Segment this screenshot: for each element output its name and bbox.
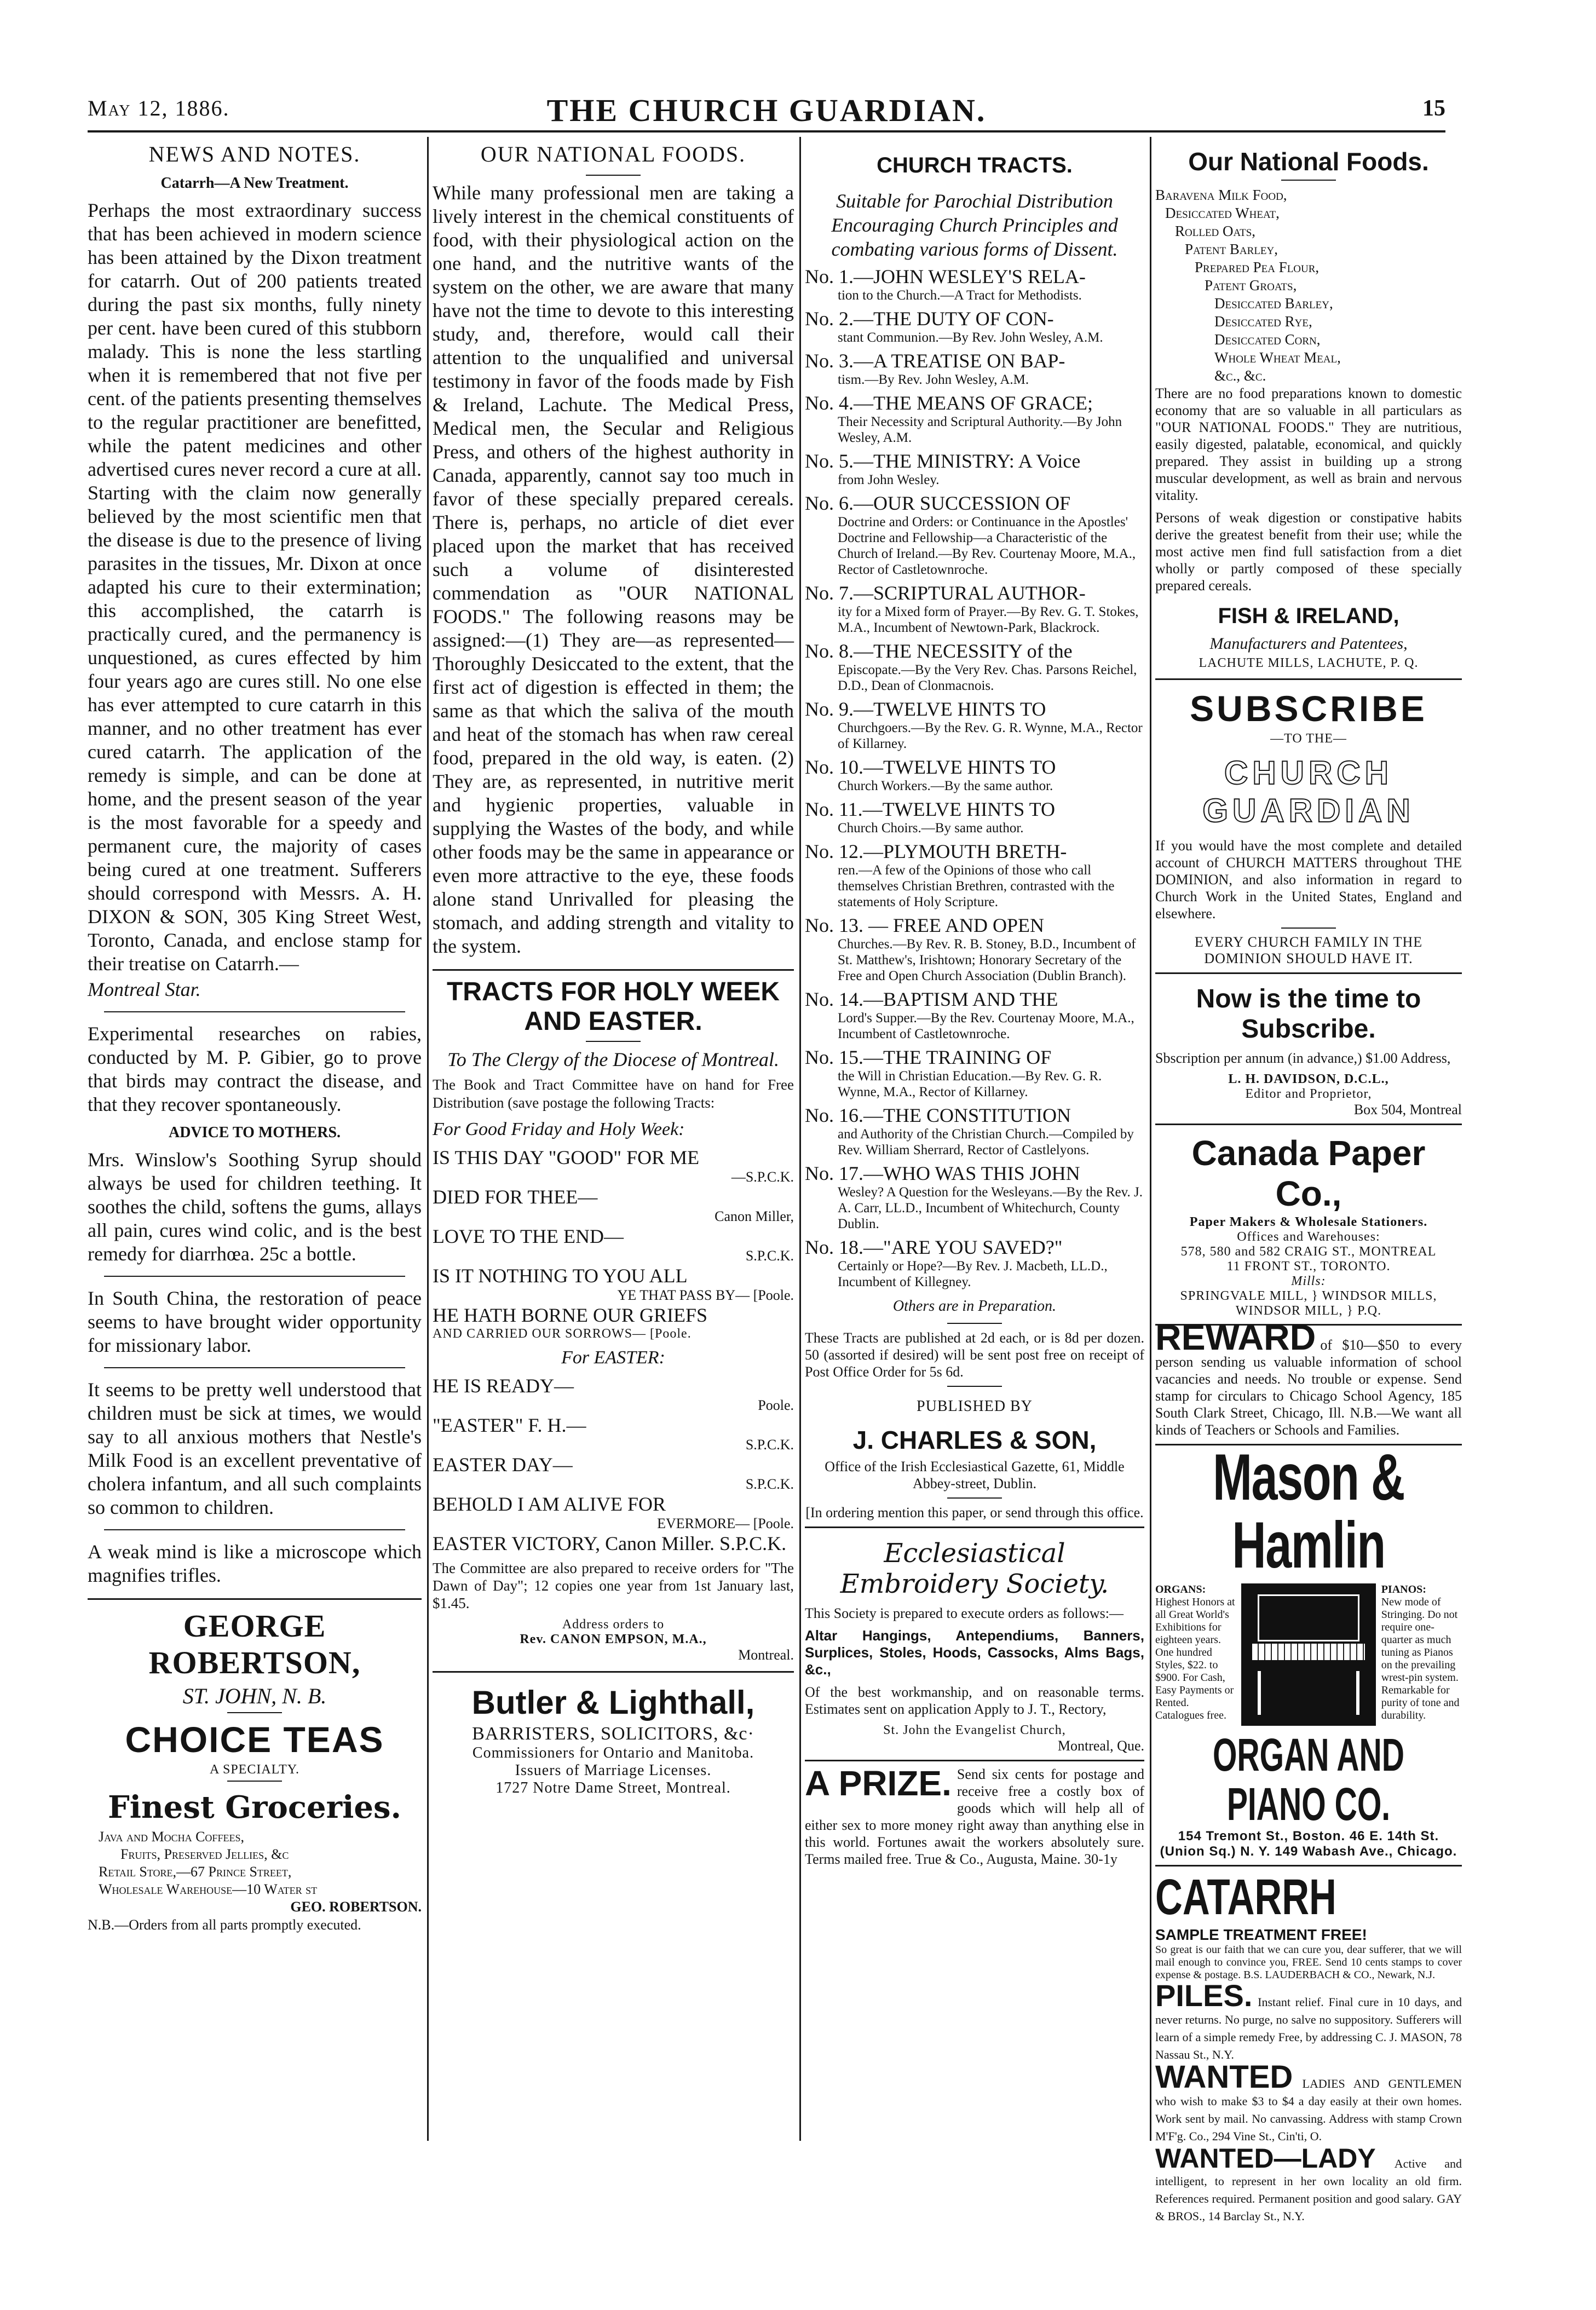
tract-list-item	[805, 582, 1144, 636]
divider	[947, 1497, 1002, 1499]
ad-paragraph: So great is our faith that we can cure you, dear sufferer, that we will mail enough to convince you, FREE. Send 10 cents stamps to cover expense & postage. B.S. LAUDERBACH & CO., Newark, N.J.	[1155, 1944, 1462, 1981]
foods-list-item: Desiccated Corn,	[1214, 331, 1321, 348]
ad-headline: CHURCH GUARDIAN	[1202, 754, 1415, 829]
article-source: Montreal Star.	[88, 978, 201, 1000]
tract-list-description: Church Choirs.—By same author.	[838, 821, 1024, 836]
ad-headline: Finest Groceries.	[107, 1789, 402, 1825]
tract-title: EASTER DAY—	[433, 1454, 573, 1476]
tract-list-title: No. 18.—"ARE YOU SAVED?"	[805, 1236, 1063, 1258]
tract-list-description: Churches.—By Rev. R. B. Stoney, B.D., Incumbent of St. Matthew's, Irishtown; Honorary Secretary of the Free and Open Church Association (Dublin Branch).	[838, 937, 1136, 983]
ad-line: Offices and Warehouses:	[1237, 1230, 1380, 1244]
list-footer: Others are in Preparation.	[892, 1298, 1057, 1315]
divider	[947, 1386, 1002, 1387]
ad-subline: EVERY CHURCH FAMILY IN THE DOMINION SHOULD HAVE IT.	[1194, 934, 1423, 966]
ad-subline: PUBLISHED BY	[917, 1398, 1033, 1415]
tract-entry	[433, 1225, 794, 1248]
column-divider	[799, 137, 801, 2141]
divider	[433, 1671, 794, 1673]
divider	[1281, 928, 1336, 929]
column-ads	[1155, 137, 1462, 2223]
tract-list-item	[805, 640, 1144, 694]
ad-headline: TRACTS FOR HOLY WEEK AND EASTER.	[433, 969, 794, 1036]
tract-list-title: No. 2.—THE DUTY OF CON-	[805, 308, 1054, 330]
divider	[1155, 972, 1462, 974]
tract-author: Canon Miller,	[715, 1208, 794, 1224]
piano-illustration	[1241, 1583, 1375, 1726]
page-number: 15	[1422, 96, 1445, 121]
catarrh-headline: CATARRH	[1155, 1869, 1336, 1925]
organs-label: ORGANS:	[1155, 1583, 1206, 1595]
tract-author: —S.P.C.K.	[731, 1169, 794, 1185]
issue-date: May 12, 1886.	[88, 96, 230, 120]
tract-entry	[433, 1304, 794, 1327]
tract-list-title: No. 17.—WHO WAS THIS JOHN	[805, 1162, 1080, 1184]
tract-subtitle: AND CARRIED OUR SORROWS— [Poole.	[433, 1327, 692, 1341]
tract-list-item	[805, 1236, 1144, 1290]
tract-title: HE HATH BORNE OUR GRIEFS	[433, 1304, 708, 1326]
tract-author: S.P.C.K.	[745, 1248, 794, 1264]
tract-list-description: Doctrine and Orders: or Continuance in the Apostles' Doctrine and Fellowship—a Characteristic of the Church of Ireland.—By Rev. Courtenay Moore, M.A., Rector of Castletownroche.	[838, 515, 1136, 577]
ad-paragraph: The Committee are also prepared to receive orders for "The Dawn of Day"; 12 copies one year from 1st January last, $1.45.	[433, 1560, 794, 1611]
tract-list-description: the Will in Christian Education.—By Rev. G. R. Wynne, M.A., Rector of Killarney.	[838, 1069, 1102, 1099]
tract-list-title: No. 10.—TWELVE HINTS TO	[805, 756, 1056, 778]
divider	[586, 1041, 641, 1042]
reward-headline: REWARD	[1155, 1317, 1316, 1357]
ad-line: St. John the Evangelist Church,	[883, 1723, 1066, 1737]
tract-list-title: No. 13. — FREE AND OPEN	[805, 914, 1045, 936]
pianos-label: PIANOS:	[1381, 1583, 1426, 1595]
ad-line: Java and Mocha Coffees,	[99, 1829, 244, 1845]
ad-paragraph	[1155, 1317, 1462, 1438]
tract-list-description: from John Wesley.	[838, 473, 940, 487]
masthead-title: THE CHURCH GUARDIAN.	[546, 93, 987, 128]
piles-text: Instant relief. Final cure in 10 days, and never returns. No purge, no salve no suppository. Sufferers will learn of a simple remedy Free, by addressing C. J. MASON, 78 Nassau St., N.Y.	[1155, 1995, 1462, 2061]
section-heading: CHURCH TRACTS.	[877, 153, 1073, 177]
tract-list-item	[805, 492, 1144, 578]
piano-ad-left	[1155, 1583, 1236, 1726]
ad-paragraph: The Book and Tract Committee have on hand for Free Distribution (save postage the following Tracts:	[433, 1076, 794, 1111]
tract-title: IS IT NOTHING TO YOU ALL	[433, 1265, 688, 1287]
ad-line: 1727 Notre Dame Street, Montreal.	[495, 1779, 731, 1796]
tract-list-item	[805, 698, 1144, 752]
prize-headline: A PRIZE.	[805, 1764, 952, 1803]
ad-headline: Our National Foods.	[1188, 147, 1429, 176]
tract-title: IS THIS DAY "GOOD" FOR ME	[433, 1147, 700, 1168]
advertiser-location: ST. JOHN, N. B.	[182, 1684, 327, 1708]
tract-list-title: No. 12.—PLYMOUTH BRETH-	[805, 840, 1067, 862]
piano-ad	[1155, 1583, 1462, 1726]
catarrh-ad	[1155, 1869, 1462, 1944]
ad-headline: J. CHARLES & SON,	[852, 1426, 1097, 1454]
divider	[1155, 1124, 1462, 1125]
tract-entry	[433, 1453, 794, 1476]
tract-list-description: Episcopate.—By the Very Rev. Chas. Parsons Reichel, D.D., Dean of Clonmacnois.	[838, 663, 1137, 693]
tract-list-title: No. 7.—SCRIPTURAL AUTHOR-	[805, 582, 1086, 604]
tract-entry	[433, 1532, 794, 1555]
page-header	[88, 92, 1445, 133]
article-paragraph: Experimental researches on rabies, conducted by M. P. Gibier, go to prove that birds may contract the disease, and that they recover spontaneously.	[88, 1023, 422, 1115]
tract-list-title: No. 5.—THE MINISTRY: A Voice	[805, 450, 1081, 472]
column-divider	[1150, 137, 1151, 2141]
column-news	[88, 137, 422, 2163]
tract-list-description: tism.—By Rev. John Wesley, A.M.	[838, 372, 1029, 387]
section-subheading: Suitable for Parochial Distribution Encouraging Church Principles and combating various forms of Dissent.	[831, 190, 1118, 260]
column-divider	[427, 137, 429, 2141]
tract-list-item	[805, 450, 1144, 488]
ad-line: Rev. CANON EMPSON, M.A.,	[520, 1632, 707, 1646]
tract-title: LOVE TO THE END—	[433, 1225, 624, 1247]
ad-line: Commissioners for Ontario and Manitoba.	[472, 1744, 754, 1761]
tract-title: "EASTER" F. H.—	[433, 1414, 586, 1436]
tract-list-item	[805, 1104, 1144, 1158]
ad-paragraph: There are no food preparations known to domestic economy that are so valuable in all particulars as "OUR NATIONAL FOODS." They are nutritious, easily digested, palatable, economical, and quickly prepared. They assist in building up a strong muscular development, as well as brain and nervous vitality.	[1155, 385, 1462, 503]
piles-ad	[1155, 1978, 1462, 2063]
divider	[805, 1760, 1144, 1761]
tract-list-item	[805, 914, 1144, 984]
tract-list-item	[805, 266, 1144, 303]
ad-subline: To The Clergy of the Diocese of Montreal.	[447, 1049, 779, 1070]
article-paragraph: Perhaps the most extraordinary success that has been achieved in modern science has been attained by the Dixon treatment for catarrh. Out of 200 patients treated during the past six months, fully ninety per cent. have been cured of this stubborn malady. This is none the less startling when it is remembered that not five per cent. of the patients presenting themselves to the regular practitioner are benefitted, while the patent medicines and other advertised cures never record a cure at all. Starting with the claim now generally believed by the most scientific men that the disease is due to the presence of living parasites in the tissues, Mr. Dixon at once adapted his cure to their extermination; this accomplished, the catarrh is practically cured, and the permanency is unquestioned, as cures effected by him four years ago are cures still. No one else has ever attempted to cure catarrh in this manner, and no other treatment has ever cured catarrh. The application of the remedy is simple, and can be done at home, and the present season of the year is the most favorable for a speedy and permanent cure, the majority of cases being cured at one treatment. Sufferers should correspond with Messrs. A. H. DIXON & SON, 305 King Street West, Toronto, Canada, and enclose stamp for their treatise on Catarrh.—	[88, 199, 422, 975]
tract-list-description: stant Communion.—By Rev. John Wesley, A.M.	[838, 330, 1103, 345]
tract-list-title: No. 1.—JOHN WESLEY'S RELA-	[805, 266, 1086, 287]
ad-line: Mills:	[1291, 1274, 1326, 1288]
wanted-text: Active and intelligent, to represent in her own locality an old firm. References required. Permanent position and good salary. GAY & BROS., 14 Barclay St., N.Y.	[1155, 2157, 1462, 2223]
divider	[1281, 180, 1336, 181]
ad-paragraph: Sbscription per annum (in advance,) $1.00 Address,	[1155, 1050, 1451, 1066]
tract-list-title: No. 6.—OUR SUCCESSION OF	[805, 492, 1071, 514]
organs-text: Highest Honors at all Great World's Exhibitions for eighteen years. One hundred Styles, $22. to $900. For Cash, Easy Payments or Rented. Catalogues free.	[1155, 1596, 1235, 1721]
wanted-headline: WANTED—LADY	[1155, 2143, 1376, 2174]
ad-line: Retail Store,—67 Prince Street,	[99, 1864, 292, 1880]
tract-author: Poole.	[758, 1397, 794, 1413]
ad-line: LACHUTE MILLS, LACHUTE, P. Q.	[1199, 656, 1419, 670]
tract-list-description: Church Workers.—By the same author.	[838, 779, 1053, 793]
column-tracts	[805, 137, 1144, 2163]
catarrh-sub: SAMPLE TREATMENT FREE!	[1155, 1926, 1367, 1943]
foods-list-item: Desiccated Rye,	[1214, 313, 1312, 330]
tract-list-title: No. 8.—THE NECESSITY of the	[805, 640, 1073, 662]
tract-list-description: Churchgoers.—By the Rev. G. R. Wynne, M.A., Rector of Killarney.	[838, 721, 1143, 751]
ad-headline: Ecclesiastical Embroidery Society.	[840, 1538, 1109, 1599]
foods-list-item: Patent Barley,	[1185, 241, 1278, 257]
ad-line: SPRINGVALE MILL, } WINDSOR MILLS, WINDSOR MILL, } P.Q.	[1180, 1289, 1437, 1318]
divider	[104, 1367, 405, 1368]
divider	[104, 1011, 405, 1012]
tract-entry	[433, 1493, 794, 1516]
ad-line: GEO. ROBERTSON.	[290, 1899, 422, 1915]
piles-headline: PILES.	[1155, 1978, 1253, 2013]
tract-list-item	[805, 350, 1144, 388]
article-paragraph: While many professional men are taking a lively interest in the chemical constituents of food, with their physiological action on the one hand, and the nutritive wants of the system on the other, we are aware that many have not the time to devote to this interesting study, and, therefore, would call their attention to the unqualified and universal testimony in favor of the foods made by Fish & Ireland, Lachute. The Medical Press, Medical men, the Secular and Religious Press, and others of the highest authority in Canada, apparently, cannot say too much in favor of these specially prepared cereals. There is, perhaps, no article of diet ever placed upon the market that has received such a volume of disinterested commendation as "OUR NATIONAL FOODS." The following reasons may be assigned:—(1) They are—as represented—Thoroughly Desiccated to the extent, that the first act of digestion is effected in them; the same as that which the saliva of the mouth and heat of the stomach has when raw cereal food, prepared in the old way, is eaten. (2) They are, as represented, in nutritive merit and hygienic properties, valuable in supplying the Wastes of the body, and while other foods may be the same in appearance or even more attractive to the eye, these foods alone stand Unrivalled for pleasing the stomach, and adding strength and vitality to the system.	[433, 182, 794, 957]
divider	[227, 1781, 282, 1782]
ad-headline: SUBSCRIBE	[1190, 688, 1427, 729]
tract-entry	[433, 1264, 794, 1287]
tract-author: S.P.C.K.	[745, 1476, 794, 1492]
article-paragraph: It seems to be pretty well understood that children must be sick at times, we would say to all anxious mothers that Nestle's Milk Food is an excellent preventative of cholera infantum, and all such complaints so common to children.	[88, 1379, 422, 1518]
ad-headline: Now is the time to Subscribe.	[1196, 984, 1421, 1044]
foods-list-item: Patent Groats,	[1205, 277, 1297, 293]
divider	[805, 1526, 1144, 1528]
tract-author: EVERMORE— [Poole.	[657, 1516, 794, 1531]
foods-list-item: Rolled Oats,	[1175, 223, 1256, 239]
tract-list-title: No. 16.—THE CONSTITUTION	[805, 1104, 1071, 1126]
ad-paragraph	[805, 1766, 1144, 1868]
section-heading: NEWS AND NOTES.	[148, 142, 361, 166]
tract-list-description: ity for a Mixed form of Prayer.—By Rev. G. T. Stokes, M.A., Incumbent of Newtown-Park, Blackrock.	[838, 604, 1139, 635]
tract-list-item	[805, 988, 1144, 1042]
wanted-headline: WANTED	[1155, 2059, 1293, 2095]
tract-title: DIED FOR THEE—	[433, 1186, 598, 1208]
ad-line: 154 Tremont St., Boston. 46 E. 14th St. (Union Sq.) N. Y. 149 Wabash Ave., Chicago.	[1160, 1829, 1457, 1859]
ad-line: 578, 580 and 582 CRAIG ST., MONTREAL	[1180, 1245, 1437, 1259]
ad-headline: CHOICE TEAS	[125, 1719, 384, 1760]
tract-list-title: No. 4.—THE MEANS OF GRACE;	[805, 392, 1093, 414]
divider	[227, 1712, 282, 1713]
ad-subline: —TO THE—	[1270, 731, 1347, 746]
ad-subline: For Good Friday and Holy Week:	[433, 1119, 685, 1139]
foods-list-item: Desiccated Barley,	[1214, 295, 1333, 312]
ad-headline: Butler & Lighthall,	[471, 1684, 755, 1721]
ad-subline: For EASTER:	[561, 1347, 665, 1368]
ad-headline: FISH & IRELAND,	[1218, 604, 1399, 628]
ad-paragraph: Altar Hangings, Antependiums, Banners, Surplices, Stoles, Hoods, Cassocks, Alms Bags, &c.,	[805, 1627, 1144, 1678]
ad-line: Issuers of Marriage Licenses.	[515, 1762, 712, 1779]
divider	[1155, 678, 1462, 680]
ad-line: Fruits, Preserved Jellies, &c	[120, 1846, 289, 1862]
divider	[88, 1598, 422, 1600]
column-foods	[433, 137, 794, 2163]
ad-paragraph: Office of the Irish Ecclesiastical Gazette, 61, Middle Abbey-street, Dublin.	[825, 1459, 1125, 1491]
tract-list-description: Certainly or Hope?—By Rev. J. Macbeth, LL.D., Incumbent of Killegney.	[838, 1259, 1108, 1289]
tract-title: EASTER VICTORY, Canon Miller. S.P.C.K.	[433, 1533, 787, 1554]
tract-list-description: tion to the Church.—A Tract for Methodists.	[838, 288, 1082, 303]
tract-list-item	[805, 308, 1144, 345]
ad-headline: Canada Paper Co.,	[1191, 1133, 1426, 1213]
pianos-text: New mode of Stringing. Do not require one-quarter as much tuning as Pianos on the prevailing wrest-pin system. Remarkable for purity of tone and durability.	[1381, 1596, 1460, 1721]
ad-paragraph: These Tracts are published at 2d each, or is 8d per dozen. 50 (assorted if desired) will be sent post free on receipt of Post Office Order for 5s 6d.	[805, 1330, 1144, 1380]
ad-paragraph: This Society is prepared to execute orders as follows:—	[805, 1605, 1123, 1621]
foods-list-item: Desiccated Wheat,	[1165, 205, 1280, 221]
foods-list-item: Baravena Milk Food,	[1155, 187, 1287, 203]
foods-list-item: Prepared Pea Flour,	[1195, 259, 1320, 275]
tract-list-title: No. 9.—TWELVE HINTS TO	[805, 698, 1046, 720]
ad-paragraph: If you would have the most complete and detailed account of CHURCH MATTERS throughout THE DOMINION, and also information in regard to Church Work in the United States, England and elsewhere.	[1155, 838, 1462, 921]
ad-paragraph: Of the best workmanship, and on reasonable terms. Estimates sent on application Apply to J. T., Rectory,	[805, 1684, 1144, 1717]
ad-line: Wholesale Warehouse—10 Water st	[99, 1881, 318, 1897]
tract-title: HE IS READY—	[433, 1375, 574, 1397]
ad-line: Box 504, Montreal	[1353, 1102, 1462, 1117]
tract-list-title: No. 3.—A TREATISE ON BAP-	[805, 350, 1065, 372]
tract-author: S.P.C.K.	[745, 1437, 794, 1453]
wanted-text: LADIES AND GENTLEMEN who wish to make $3 to $4 a day easily at their own homes. Work sent by mail. No canvassing. Address with stamp Crown M'F'g. Co., 294 Vine St., Cin'ti, O.	[1155, 2077, 1462, 2143]
tract-list-description: Lord's Supper.—By the Rev. Courtenay Moore, M.A., Incumbent of Castletownroche.	[838, 1011, 1134, 1041]
ad-line: Address orders to	[562, 1617, 665, 1632]
piano-ad-right	[1381, 1583, 1462, 1726]
ad-line: Editor and Proprietor,	[1245, 1087, 1372, 1101]
reward-text: of $10—$50 to every person sending us valuable information of school vacancies and needs. No trouble or expense. Send stamp for circulars to Chicago School Agency, 185 South Clark Street, Chicago, Ill. N.B.—We want all kinds of Teachers or Schools and Families.	[1155, 1337, 1462, 1438]
article-paragraph: A weak mind is like a microscope which magnifies trifles.	[88, 1541, 422, 1586]
ad-subline: Paper Makers & Wholesale Stationers.	[1189, 1215, 1428, 1229]
ad-line: 11 FRONT ST., TORONTO.	[1226, 1259, 1391, 1274]
ad-headline: ORGAN AND PIANO CO.	[1212, 1729, 1405, 1830]
tract-list-item	[805, 756, 1144, 794]
foods-list	[1155, 186, 1462, 385]
article-paragraph: In South China, the restoration of peace seems to have brought wider opportunity for missionary labor.	[88, 1287, 422, 1356]
ad-paragraph: Persons of weak digestion or constipative habits derive the greatest benefit from their use; while the most active men find full satisfaction from a diet wholly or partly composed of these specially prepared cereals.	[1155, 510, 1462, 594]
tract-list-item	[805, 392, 1144, 446]
ad-subline: BARRISTERS, SOLICITORS, &c·	[472, 1724, 754, 1744]
tract-entry	[433, 1374, 794, 1397]
ad-line: L. H. DAVIDSON, D.C.L.,	[1228, 1072, 1389, 1086]
tract-list-item	[805, 840, 1144, 910]
foods-list-item: &c., &c.	[1214, 367, 1266, 384]
tract-list-title: No. 14.—BAPTISM AND THE	[805, 988, 1058, 1010]
tract-list-description: and Authority of the Christian Church.—Compiled by Rev. William Sherrard, Rector of Castlelyons.	[838, 1127, 1134, 1157]
ad-line: Montreal, Que.	[1057, 1738, 1144, 1754]
article-subheading: ADVICE TO MOTHERS.	[168, 1124, 341, 1141]
tract-list-item	[805, 1162, 1144, 1232]
prize-text: Send six cents for postage and receive free a costly box of goods which will help all of either sex to more money right away than anything else in this world. Fortunes await the workers absolutely sure. Terms mailed free. True & Co., Augusta, Maine. 30-1y	[805, 1766, 1144, 1867]
ad-note: N.B.—Orders from all parts promptly executed.	[88, 1917, 361, 1933]
tract-entry	[433, 1146, 794, 1169]
tract-list-item	[805, 1046, 1144, 1100]
ad-subline: Manufacturers and Patentees,	[1209, 635, 1408, 653]
tract-list-description: Their Necessity and Scriptural Authority.—By John Wesley, A.M.	[838, 414, 1122, 445]
tract-author: YE THAT PASS BY— [Poole.	[617, 1287, 794, 1303]
tract-title: BEHOLD I AM ALIVE FOR	[433, 1493, 666, 1515]
wanted-ad	[1155, 2143, 1462, 2225]
tract-list-item	[805, 798, 1144, 836]
tract-list-title: No. 15.—THE TRAINING OF	[805, 1046, 1052, 1068]
article-subheading: Catarrh—A New Treatment.	[160, 175, 349, 192]
foods-list-item: Whole Wheat Meal,	[1214, 349, 1341, 366]
section-heading: OUR NATIONAL FOODS.	[480, 142, 746, 166]
tract-entry	[433, 1414, 794, 1437]
ad-subline: A SPECIALTY.	[209, 1762, 300, 1777]
divider	[104, 1276, 405, 1277]
divider	[947, 1323, 1002, 1324]
ad-line: Montreal.	[738, 1647, 794, 1663]
tract-list-description: Wesley? A Question for the Wesleyans.—By the Rev. J. A. Carr, LL.D., Incumbent of Whitechurch, County Dublin.	[838, 1185, 1143, 1231]
ad-headline: Mason & Hamlin	[1213, 1441, 1404, 1582]
ad-paragraph: [In ordering mention this paper, or send through this office.	[805, 1505, 1144, 1520]
divider	[1155, 1865, 1462, 1867]
article-paragraph: Mrs. Winslow's Soothing Syrup should always be used for children teething. It soothes the child, softens the gums, allays all pain, cures wind colic, and is the best remedy for diarrhœa. 25c a bottle.	[88, 1149, 422, 1265]
divider	[104, 1529, 405, 1530]
tract-list-title: No. 11.—TWELVE HINTS TO	[805, 798, 1055, 820]
tract-list	[805, 266, 1144, 1290]
tract-entry	[433, 1185, 794, 1208]
advertiser-name: GEORGE ROBERTSON,	[148, 1608, 361, 1680]
divider	[586, 175, 641, 176]
tract-list-description: ren.—A few of the Opinions of those who call themselves Christian Brethren, contrasted with the statements of Holy Scripture.	[838, 863, 1115, 909]
wanted-ad	[1155, 2059, 1462, 2145]
